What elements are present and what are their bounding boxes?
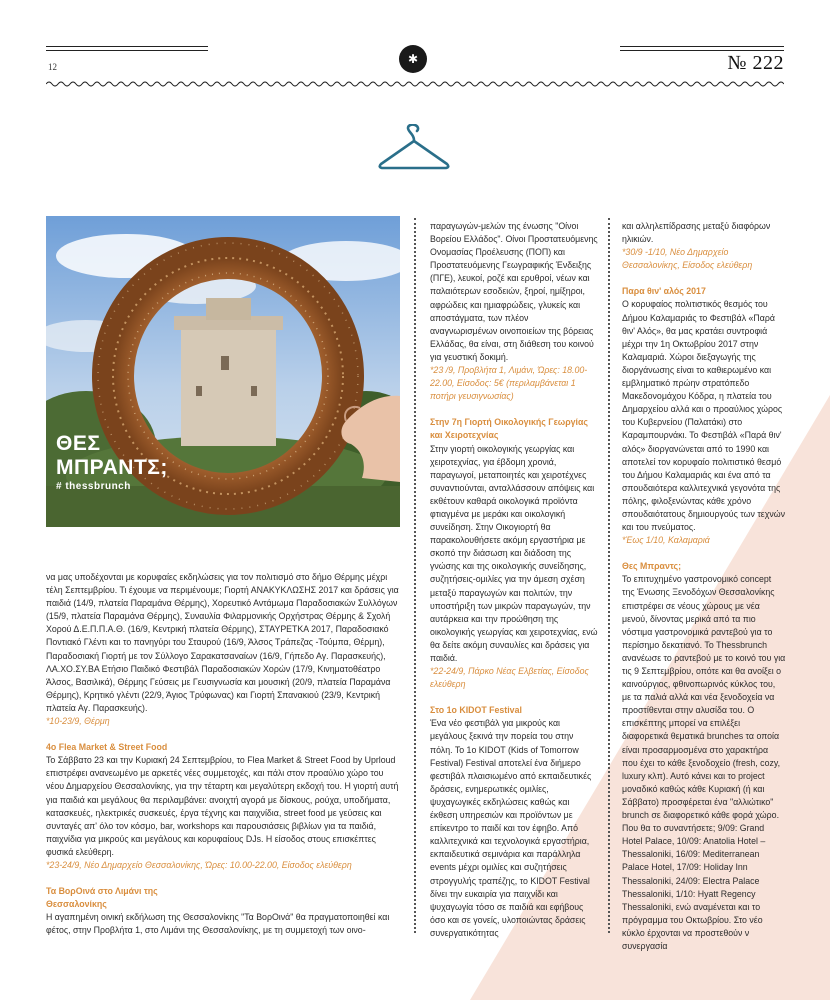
issue-number: № 222 — [727, 52, 784, 74]
header-rule — [620, 46, 784, 47]
flea-market-info: *23-24/9, Νέο Δημαρχείο Θεσσαλονίκης, Ώρες: 10.00-22.00, Είσοδος ελεύθερη — [46, 859, 352, 870]
asterisk-icon: ✱ — [399, 45, 427, 73]
photo-caption — [56, 432, 168, 493]
wine-heading-line2: Θεσσαλονίκης — [46, 899, 107, 910]
column-divider — [608, 218, 610, 933]
intro-text: να μας υποδέχονται με κορυφαίες εκδηλώσεις για τον πολιτισμό στο δήμο Θέρμης μέχρι τέλη Σεπτεμβρίου. Τι έχουμε να περιμένουμε; Γιορτή ΑΝΑΚΥΚΛΩΣΗΣ 2017 και δράσεις για παιδιά (14/9, πλατεία Παραμάνα Θέρμης), Χορευτικό Αντάμωμα Παραδοσιακών Συλλόγων (15/9, πλατεία Παραμάνα Θέρμης), Συναυλία Φιλαρμονικής Ορχήστρας Θέρμης & Σχολή Χορού Δ.Ε.Π.Π.Α.Θ. (16/9, Κεντρική πλατεία Θέρμης), ΣΤΑΥΡΕΤΚΑ 2017, Παραδοσιακό Ποντιακό Γλέντι και το πανηγύρι του Σταυρού (16/9, Άλσος Τράπεζας -Τούμπα, Θέρμη), Παραδοσιακή Γιορτή με τον Σύλλογο Σαρακατσαναίων (16/9, Γήπεδο Αγ. Παρασκευής), ΛΑ.ΧΟ.ΣΥ.ΒΑ Ετήσιο Παιδικό Φεστιβάλ Παραδοσιακών Χορών (17/9, Κινηματοθέατρο Άλσος, Βασιλικά), Θέρμης Γεύσεις με Γευσιγνωσία και μουσική (20/9, πλατεία Παραμάνα Θέρμης), Κρητικό γλέντι (22/9, Άγιος Τρύφωνας) και Γιορτή Σπανακιού (23/9, Κεντρική πλατεία Αγ. Παρασκευής). — [46, 572, 399, 713]
column-divider — [414, 218, 416, 933]
header-rule — [620, 50, 784, 51]
eco-festival-info: *22-24/9, Πάρκο Νέας Ελβετίας, Είσοδος ελεύθερη — [430, 666, 589, 690]
wine-text: Η αγαπημένη οινική εκδήλωση της Θεσσαλονίκης "Τα ΒορΟινά" θα πραγματοποιηθεί και φέτος, στην Προβλήτα 1, στο Λιμάνι της Θεσσαλονίκης, με τη συμμετοχή των οινο- — [46, 912, 390, 936]
kidot-heading: Στο 1ο KIDOT Festival — [430, 705, 522, 716]
brunch-heading: Θες Μπραντς; — [622, 561, 682, 572]
flea-market-text: Το Σάββατο 23 και την Κυριακή 24 Σεπτεμβρίου, το Flea Market & Street Food by Uprloud επιστρέφει ανανεωμένο με αρκετές νέες συμμετοχές, και πάλι στον προαύλιο χώρο του νέου Δημαρχείου Θεσσαλονίκης, για την τέταρτη και μεγαλύτερη εκδοχή του. Η γιορτή αυτή για παιδιά και μεγάλους θα περιλαμβάνει: ανοιχτή αγορά με δίσκους, ρούχα, υποδήματα, κατασκευές, ηλεκτρικές συσκευές, έργα τέχνης και παιχνίδια, street food με γεύσεις και συνταγές απ' όλο τον κόσμο, bar, workshops και παρουσιάσεις βιβλίων για τα παιδιά, παιχνίδια για μικρούς και μεγάλους και κορυφαίους DJs. Η είσοδος στους επισκέπτες φυσικά ελεύθερη. — [46, 755, 399, 857]
middle-column — [430, 220, 598, 940]
hanger-icon — [377, 124, 451, 174]
photo-caption-line1: ΘΕΣ — [56, 432, 101, 455]
wine-heading-line1: Τα ΒορΟινά στο Λιμάνι της — [46, 886, 158, 897]
header-rule — [46, 50, 208, 51]
photo-hashtag: # thessbrunch — [56, 481, 131, 492]
photo-bread-ring — [46, 216, 400, 527]
page-number: 12 — [48, 62, 57, 72]
para-thin-als-heading: Παρα θιν' αλός 2017 — [622, 286, 706, 297]
left-column — [46, 571, 400, 937]
right-column — [622, 220, 786, 953]
eco-festival-text: Στην γιορτή οικολογικής γεωργίας και χειροτεχνίας, για έβδομη χρονιά, παραγωγοί, μεταποιητές και χειροτέχνες συναντιούνται, ανταλλάσσουν απόψεις και εκθέτουν καθαρά οικολογικά προϊόντα φτιαγμένα με μεράκι και οικολογική συνείδηση. Στην Οικογιορτή θα παρακολουθήσετε ακόμη εργαστήρια με σκοπό την διάσωση και διάδοση της γνώσης και της οικολογικής συνείδησης, συζητήσεις-ομιλίες για την άμεση σχέση μεταξύ παραγωγών και πολιτών, την υποστήριξη των μικρών παραγωγών, την αυτάρκεια και την προώθηση της οικολογικής γεωργίας και χειροτεχνίας, ενώ θα δείτε ακόμη συναυλίες και δράσεις για παιδιά. — [430, 443, 598, 663]
eco-festival-heading: Στην 7η Γιορτή Οικολογικής Γεωργίας και Χειροτεχνίας — [430, 417, 588, 441]
para-thin-als-text: Ο κορυφαίος πολιτιστικός θεσμός του Δήμου Καλαμαριάς το Φεστιβάλ «Παρά θιν' Αλός», θα μας κρατάει συντροφιά μέχρι την 1η Οκτωβρίου 2017 στην Καλαμαριά. Χώροι διεξαγωγής της διοργάνωσης είναι το καθιερωμένο και εμβληματικό πρώην στρατόπεδο Μακεδονομάχου Κόδρα, η πλατεία του Δημαρχείου αλλά και ο προαύλιος χώρος του Κυβερνείου (Παλατάκι) στο Καραμπουρνάκι. Το Φεστιβάλ «Παρά θιν' αλός» διοργανώνεται από το 1990 και αποτελεί τον κορυφαίο πολιτιστικό θεσμό του Δήμου Καλαμαριάς και ένα από τα σπουδαιότερα καλλιτεχνικά γεγονότα της πόλης, φιλοξενώντας κάθε χρόνο σπουδαιότατους δημιουργούς των τεχνών και του πνεύματος. — [622, 299, 785, 533]
wavy-divider — [46, 80, 784, 88]
para-thin-als-info: *Έως 1/10, Καλαμαριά — [622, 535, 710, 546]
photo-caption-line2: ΜΠΡΑΝΤΣ; — [56, 456, 168, 479]
page-header — [0, 0, 830, 100]
intro-info: *10-23/9, Θέρμη — [46, 716, 110, 727]
kidot-info: *30/9 -1/10, Νέο Δημαρχείο Θεσσαλονίκης, Είσοδος ελεύθερη — [622, 247, 753, 271]
header-rule — [46, 46, 208, 47]
kidot-text: Ένα νέο φεστιβάλ για μικρούς και μεγάλους ξεκινά την πορεία του στην πόλη. Το 1ο KIDOT (Kids of Tomorrow Festival) Festival αποτελεί ένα διήμερο φεστιβάλ πλαισιωμένο από εκπαιδευτικές δράσεις, ενημερωτικές ομιλίες, ψυχαγωγικές εκδηλώσεις καθώς και έκθεση υπηρεσιών και προϊόντων με επίκεντρο το παιδί και τον έφηβο. Από καλλιτεχνικά και τεχνολογικά εργαστήρια, εκπαιδευτικά σεμινάρια και παράλληλα events μέχρι ομιλίες και συζητήσεις στρογγυλής τραπέζης, το KIDOT Festival δίνει την ευκαιρία για παιχνίδι και ψυχαγωγία τόσο σε παιδιά και εφήβους όσο και σε γονείς, υλοποιώντας δράσεις συνεργατικότητας — [430, 718, 592, 938]
kidot-text-continued: και αλληλεπίδρασης μεταξύ διαφόρων ηλικιών. — [622, 221, 771, 245]
wine-text-continued: παραγωγών-μελών της ένωσης "Οίνοι Βορείου Ελλάδος". Οίνοι Προστατευόμενης Ονομασίας Προέλευσης (ΠΟΠ) και Προστατευόμενης Γεωγραφικής Ένδειξης (ΠΓΕ), λευκοί, ροζέ και ερυθροί, νέων και παλαιότερων εσοδειών, ξηροί, ημίξηροι, αφρώδεις και ημιαφρώδεις, γλυκείς και αποστάγματα, των πλέον αναγνωρισμένων οινοποιείων της βόρειας Ελλάδας, θα είναι, στη διάθεση του κοινού για γευστική δοκιμή. — [430, 221, 598, 362]
brunch-text: Το επιτυχημένο γαστρονομικό concept της Ένωσης Ξενοδόχων Θεσσαλονίκης επιστρέφει σε νέους χώρους με νέα μενού, δίνοντας μερικά από τα πιο νόστιμα γαστρονομικά ραντεβού για το περίσημο δεκατιανό. Το Thessbrunch ανανέωσε το ραντεβού με το κοινό του για τις 9 Σεπτεμβρίου, οπότε και θα ανοίξει ο καινούργιος, φθινοπωρινός κύκλος του, με τα παλιά αλλά και νέα ξενοδοχεία να προστίθενται στην αλυσίδα του. Ο επισκέπτης μπορεί να επιλέξει διαφορετικά θεματικά brunches τα οποία είναι προσαρμοσμένα στο χαρακτήρα που έχει το κάθε ξενοδοχείο (fresh, cozy, luxury κλπ). Αυτό κάνει και το project μοναδικό καθώς κάθε Κυριακή (ή και Σάββατο) προσφέρεται ένα "αλλιώτικο" brunch σε διαφορετικό κάθε φορά χώρο. Που θα το συναντήσετε; 9/09: Grand Hotel Palace, 10/09: Anatolia Hotel –Thessaloniki, 16/09: Mediterranean Palace Hotel, 17/09: Holiday Inn Thessaloniki, 24/09: Electra Palace Thessaloniki, 1/10: Hyatt Regency Thessaloniki, ενώ αναμένεται και το πρόγραμμα του Οκτωβρίου. Στο νέο κύκλο έρχονται να προστεθούν ν συνεργασία — [622, 574, 786, 951]
wine-info: *23 /9, Προβλήτα 1, Λιμάνι, Ώρες: 18.00-22.00, Είσοδος: 5€ (περιλαμβάνεται 1 ποτήρι γευσιγνωσίας) — [430, 365, 588, 402]
flea-market-heading: 4ο Flea Market & Street Food — [46, 742, 168, 753]
